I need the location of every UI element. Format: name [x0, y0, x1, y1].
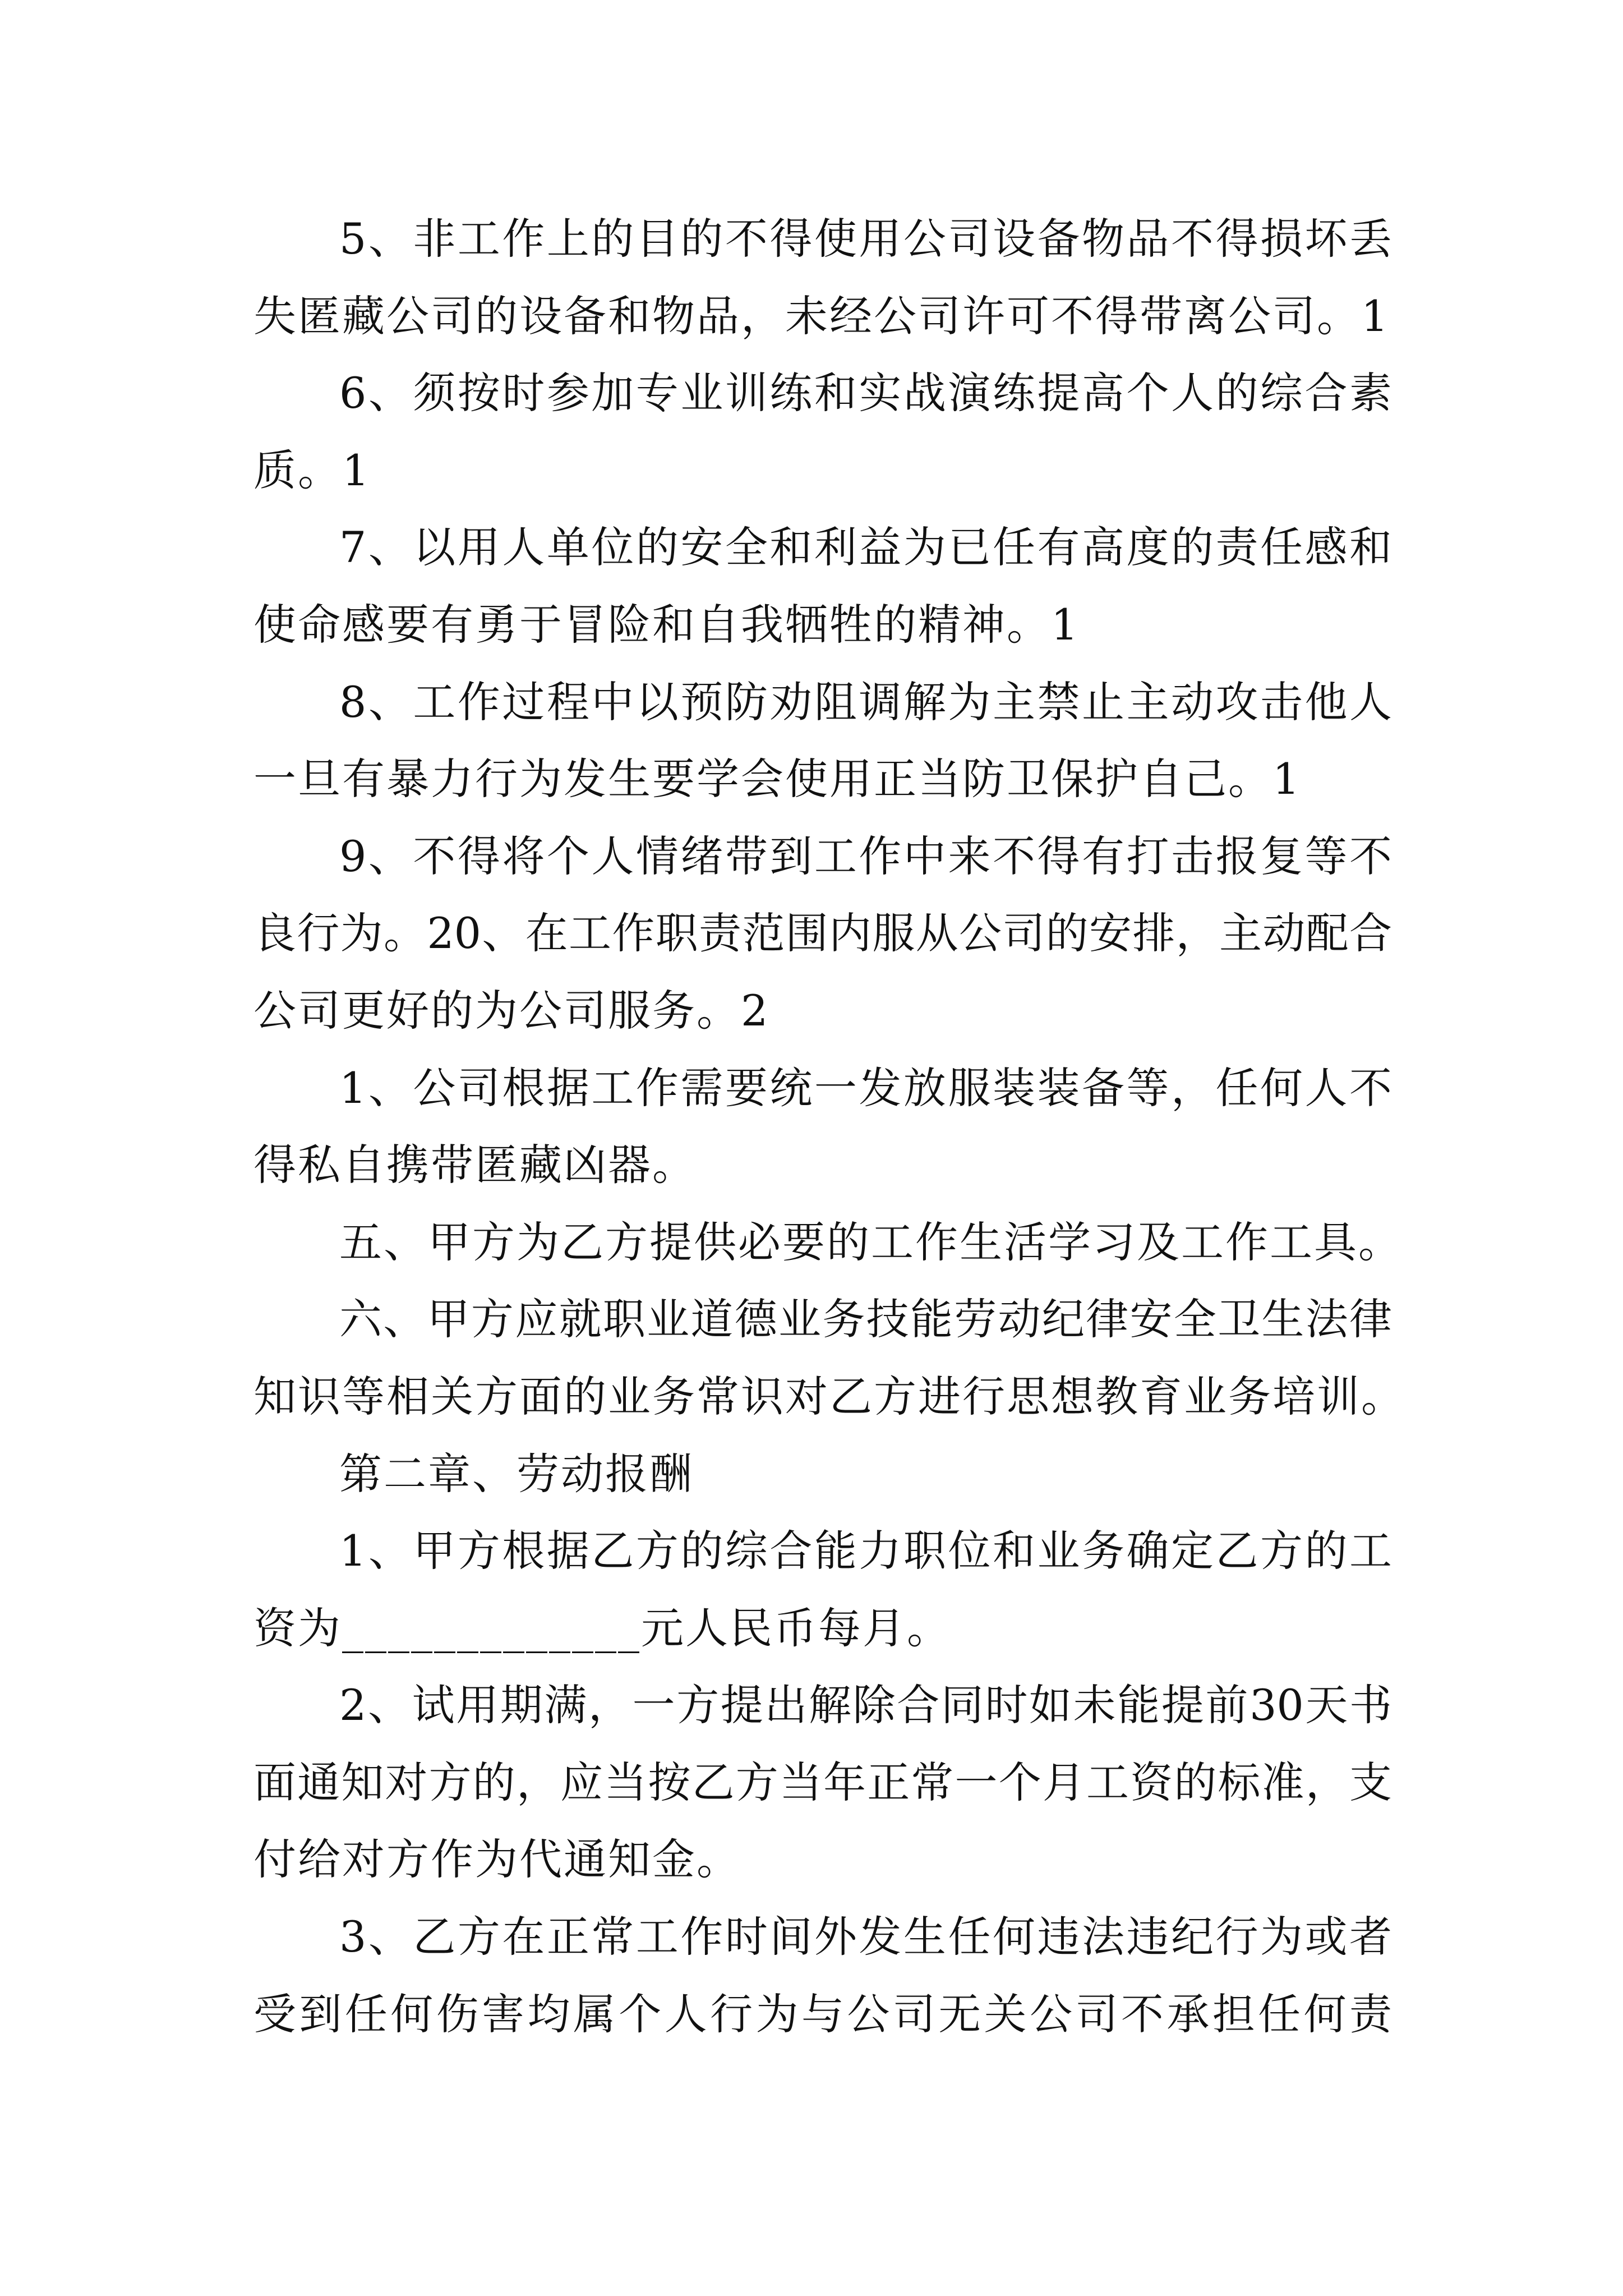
- text-line: 6、须按时参加专业训练和实战演练提高个人的综合素: [339, 368, 1392, 418]
- salary-blank-line: 资为_____________元人民币每月。: [253, 1603, 951, 1653]
- paragraph-clause-6: [253, 355, 1392, 509]
- paragraph-clause-9: [253, 818, 1392, 1050]
- text-line: 失匿藏公司的设备和物品，未经公司许可不得带离公司。1: [253, 291, 1390, 341]
- paragraph-salary-clause-1: [253, 1512, 1392, 1667]
- paragraph-salary-clause-2: [253, 1667, 1392, 1898]
- text-line: 3、乙方在正常工作时间外发生任何违法违纪行为或者: [339, 1912, 1392, 1962]
- text-line: 六、甲方应就职业道德业务技能劳动纪律安全卫生法律: [339, 1294, 1392, 1345]
- text-line: 8、工作过程中以预防劝阻调解为主禁止主动攻击他人: [339, 677, 1392, 727]
- text-line: 付给对方作为代通知金。: [253, 1834, 741, 1885]
- chapter-heading: [253, 1435, 1392, 1513]
- text-line: 公司更好的为公司服务。2: [253, 985, 770, 1036]
- text-line: 1、甲方根据乙方的综合能力职位和业务确定乙方的工: [339, 1526, 1392, 1576]
- text-line: 知识等相关方面的业务常识对乙方进行思想教育业务培训。: [253, 1371, 1405, 1421]
- text-line: 使命感要有勇于冒险和自我牺牲的精神。1: [253, 599, 1080, 650]
- text-line: 五、甲方为乙方提供必要的工作生活学习及工作工具。: [339, 1217, 1403, 1267]
- paragraph-section-6: [253, 1281, 1405, 1435]
- text-line: 得私自携带匿藏凶器。: [253, 1140, 697, 1190]
- text-line: 9、不得将个人情绪带到工作中来不得有打击报复等不: [339, 831, 1392, 881]
- text-line: 5、非工作上的目的不得使用公司设备物品不得损坏丢: [339, 214, 1392, 264]
- paragraph-clause-5: [253, 200, 1392, 355]
- text-line: 一旦有暴力行为发生要学会使用正当防卫保护自己。1: [253, 754, 1302, 804]
- text-line: 7、以用人单位的安全和利益为已任有高度的责任感和: [339, 522, 1392, 573]
- paragraph-clause-8: [253, 664, 1392, 818]
- text-line: 面通知对方的，应当按乙方当年正常一个月工资的标准，支: [253, 1757, 1392, 1807]
- paragraph-clause-7: [253, 509, 1392, 663]
- paragraph-clause-1-equipment: [253, 1050, 1392, 1204]
- paragraph-salary-clause-3: [253, 1898, 1392, 2053]
- document-body: [253, 200, 1405, 2053]
- text-line: 2、试用期满，一方提出解除合同时如未能提前30天书: [339, 1680, 1392, 1731]
- paragraph-section-5: [253, 1204, 1403, 1281]
- text-line: 良行为。20、在工作职责范围内服从公司的安排，主动配合: [253, 908, 1392, 959]
- text-line: 受到任何伤害均属个人行为与公司无关公司不承担任何责: [253, 1989, 1392, 2039]
- text-line: 质。1: [253, 445, 371, 495]
- chapter-title: 第二章、劳动报酬: [339, 1448, 694, 1499]
- text-line: 1、公司根据工作需要统一发放服装装备等，任何人不: [339, 1062, 1392, 1113]
